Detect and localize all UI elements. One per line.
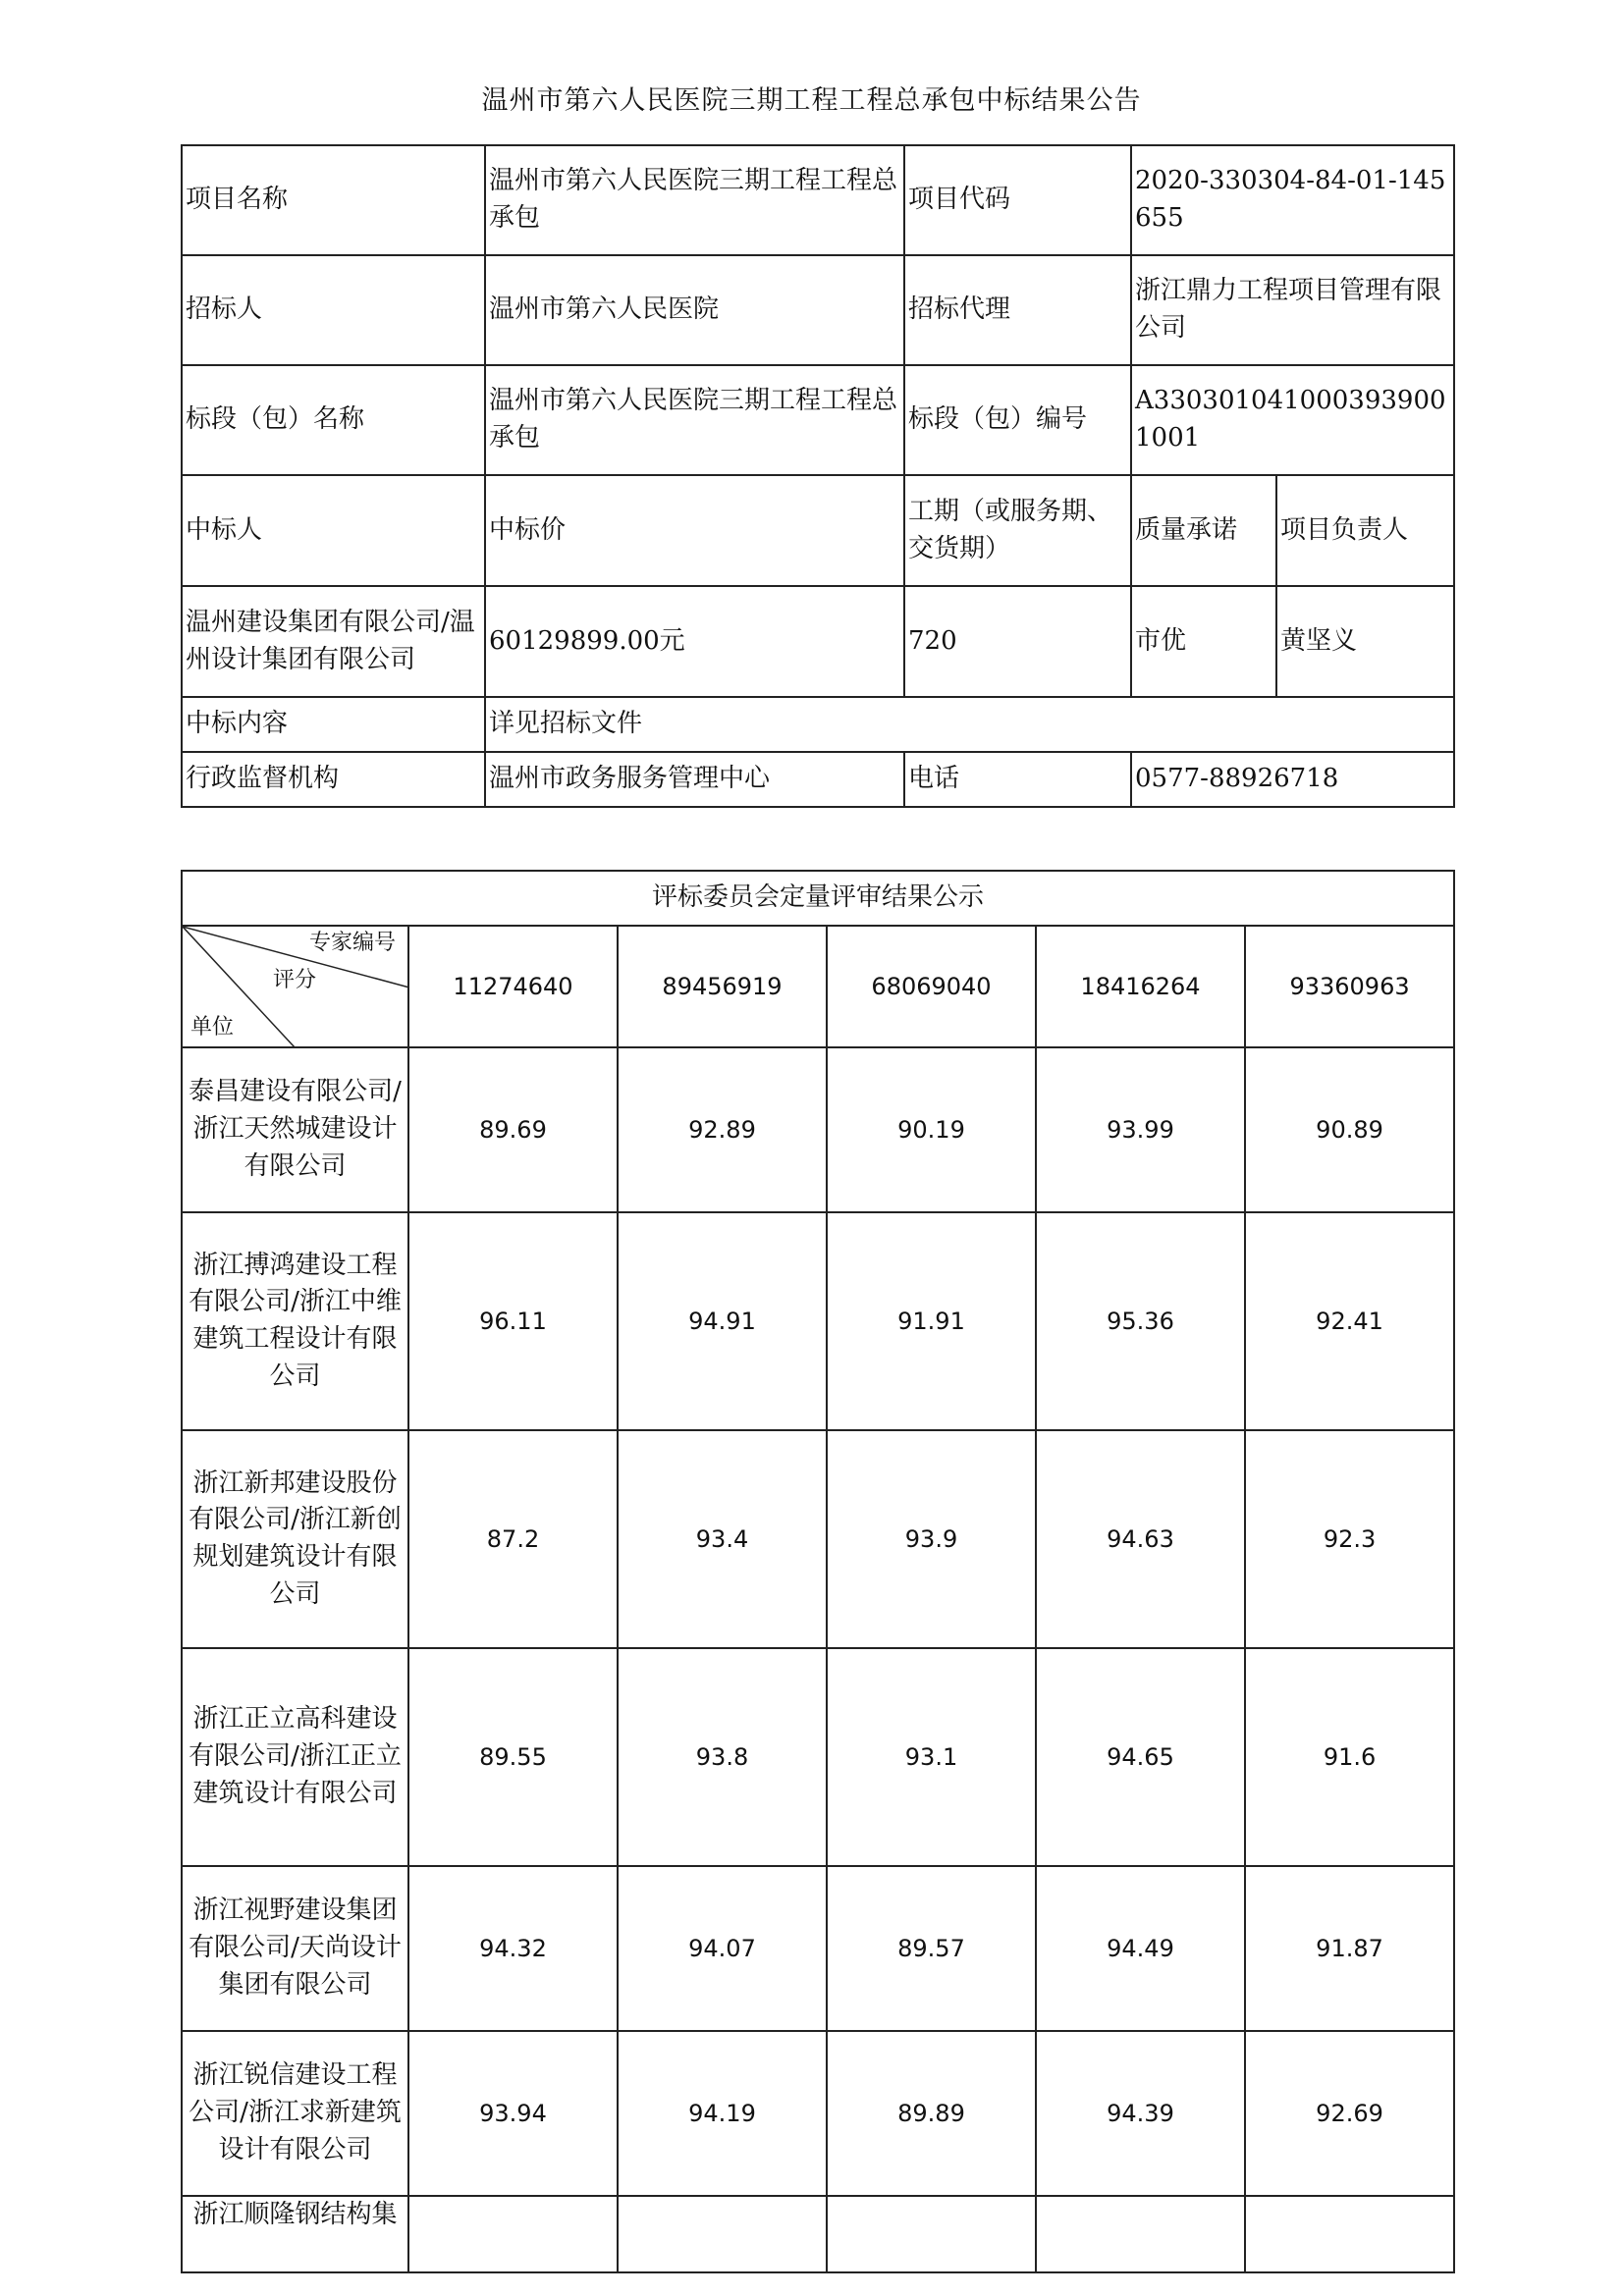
- winner: 温州建设集团有限公司/温州设计集团有限公司: [182, 586, 485, 697]
- score-cell: 92.41: [1245, 1212, 1454, 1430]
- score-cell: 95.36: [1036, 1212, 1245, 1430]
- content: 详见招标文件: [485, 697, 1454, 752]
- score-table: [181, 870, 1455, 2273]
- section-code-label: 标段（包）编号: [904, 365, 1131, 475]
- content-label: 中标内容: [182, 697, 485, 752]
- score-cell: 93.8: [618, 1648, 827, 1866]
- score-cell: 94.91: [618, 1212, 827, 1430]
- score-cell: [618, 2196, 827, 2272]
- supervisor-label: 行政监督机构: [182, 752, 485, 807]
- table-row: [182, 1648, 1454, 1866]
- score-cell: 93.9: [827, 1430, 1036, 1648]
- table-row: [182, 2196, 1454, 2272]
- bidder-name: 浙江搏鸿建设工程有限公司/浙江中维建筑工程设计有限公司: [182, 1212, 408, 1430]
- score-cell: 92.3: [1245, 1430, 1454, 1648]
- score-cell: 92.69: [1245, 2031, 1454, 2196]
- period-label: 工期（或服务期、交货期）: [904, 475, 1131, 586]
- phone-label: 电话: [904, 752, 1131, 807]
- page-title: 温州市第六人民医院三期工程工程总承包中标结果公告: [481, 85, 1142, 116]
- tenderer: 温州市第六人民医院: [485, 255, 904, 365]
- manager: 黄坚义: [1276, 586, 1454, 697]
- score-cell: 94.49: [1036, 1866, 1245, 2031]
- table-row: [182, 1047, 1454, 1212]
- corner-expert-label: 专家编号: [308, 931, 396, 955]
- tenderer-label: 招标人: [182, 255, 485, 365]
- score-cell: 90.19: [827, 1047, 1036, 1212]
- expert-id: 11274640: [408, 926, 618, 1047]
- score-cell: 94.19: [618, 2031, 827, 2196]
- expert-id: 93360963: [1245, 926, 1454, 1047]
- score-cell: [827, 2196, 1036, 2272]
- score-cell: 89.55: [408, 1648, 618, 1866]
- bidder-name: 浙江锐信建设工程公司/浙江求新建筑设计有限公司: [182, 2031, 408, 2196]
- project-code: 2020-330304-84-01-145655: [1131, 145, 1454, 255]
- bidder-name: 浙江顺隆钢结构集: [182, 2196, 408, 2272]
- project-name: 温州市第六人民医院三期工程工程总承包: [485, 145, 904, 255]
- price-label: 中标价: [485, 475, 904, 586]
- section-name-label: 标段（包）名称: [182, 365, 485, 475]
- score-cell: 94.65: [1036, 1648, 1245, 1866]
- corner-unit-label: 单位: [190, 1015, 235, 1040]
- score-cell: 92.89: [618, 1047, 827, 1212]
- score-cell: 94.32: [408, 1866, 618, 2031]
- bidder-name: 浙江新邦建设股份有限公司/浙江新创规划建筑设计有限公司: [182, 1430, 408, 1648]
- score-cell: 91.6: [1245, 1648, 1454, 1866]
- score-cell: 89.89: [827, 2031, 1036, 2196]
- agent-label: 招标代理: [904, 255, 1131, 365]
- score-table-heading: 评标委员会定量评审结果公示: [182, 871, 1454, 926]
- section-name: 温州市第六人民医院三期工程工程总承包: [485, 365, 904, 475]
- score-cell: [1245, 2196, 1454, 2272]
- winner-label: 中标人: [182, 475, 485, 586]
- score-cell: 91.87: [1245, 1866, 1454, 2031]
- score-table-corner: [182, 926, 408, 1047]
- expert-id: 18416264: [1036, 926, 1245, 1047]
- score-cell: [408, 2196, 618, 2272]
- quality: 市优: [1131, 586, 1276, 697]
- project-name-label: 项目名称: [182, 145, 485, 255]
- phone: 0577-88926718: [1131, 752, 1454, 807]
- supervisor: 温州市政务服务管理中心: [485, 752, 904, 807]
- expert-id: 68069040: [827, 926, 1036, 1047]
- table-row: [182, 2031, 1454, 2196]
- table-row: [182, 1866, 1454, 2031]
- score-cell: 94.39: [1036, 2031, 1245, 2196]
- section-code: A3303010410003939001001: [1131, 365, 1454, 475]
- score-cell: 93.99: [1036, 1047, 1245, 1212]
- score-cell: 94.63: [1036, 1430, 1245, 1648]
- agent: 浙江鼎力工程项目管理有限公司: [1131, 255, 1454, 365]
- table-row: [182, 1430, 1454, 1648]
- price: 60129899.00元: [485, 586, 904, 697]
- bidder-name: 泰昌建设有限公司/浙江天然城建设计有限公司: [182, 1047, 408, 1212]
- period: 720: [904, 586, 1131, 697]
- score-cell: 90.89: [1245, 1047, 1454, 1212]
- score-cell: [1036, 2196, 1245, 2272]
- table-row: [182, 1212, 1454, 1430]
- score-cell: 96.11: [408, 1212, 618, 1430]
- quality-label: 质量承诺: [1131, 475, 1276, 586]
- score-cell: 89.57: [827, 1866, 1036, 2031]
- score-cell: 93.4: [618, 1430, 827, 1648]
- bidder-name: 浙江视野建设集团有限公司/天尚设计集团有限公司: [182, 1866, 408, 2031]
- score-cell: 93.1: [827, 1648, 1036, 1866]
- score-cell: 87.2: [408, 1430, 618, 1648]
- score-cell: 93.94: [408, 2031, 618, 2196]
- expert-id: 89456919: [618, 926, 827, 1047]
- corner-score-label: 评分: [273, 968, 317, 992]
- tender-info-table: [181, 144, 1455, 808]
- project-code-label: 项目代码: [904, 145, 1131, 255]
- manager-label: 项目负责人: [1276, 475, 1454, 586]
- bidder-name: 浙江正立高科建设有限公司/浙江正立建筑设计有限公司: [182, 1648, 408, 1866]
- score-cell: 89.69: [408, 1047, 618, 1212]
- score-cell: 91.91: [827, 1212, 1036, 1430]
- score-cell: 94.07: [618, 1866, 827, 2031]
